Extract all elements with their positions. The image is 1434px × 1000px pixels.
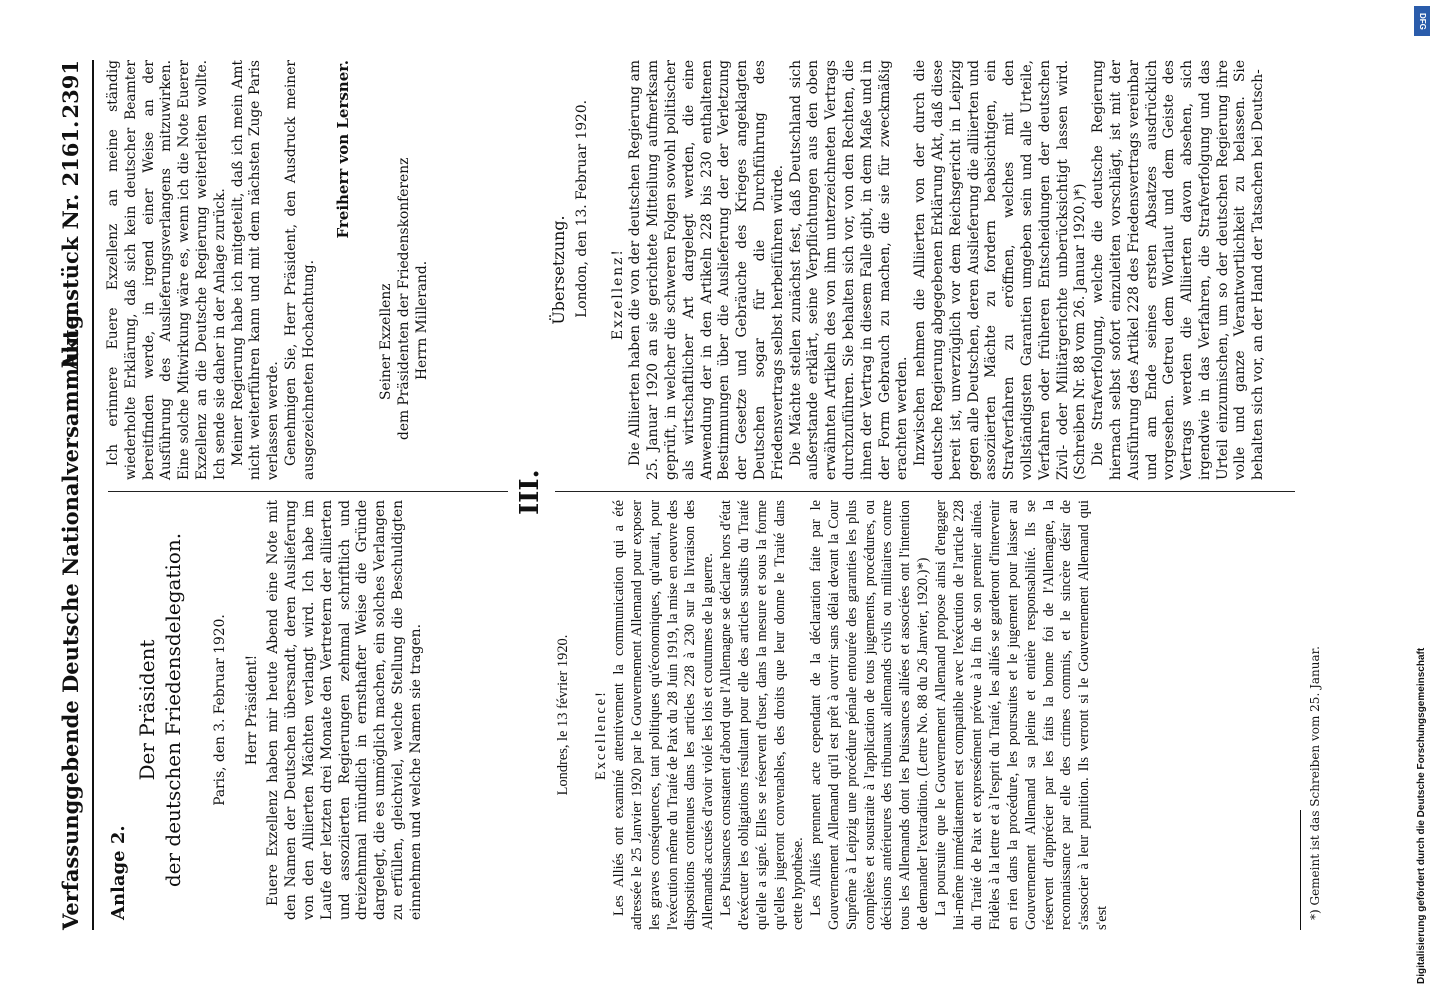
letter-paragraph: Ich erinnere Euere Exzellenz an meine ständig wiederholte Erklärung, daß sich kein deutscher Beamter bereitfinden werde, in irgend einer Weise an der Ausführung des Auslieferungsverlangens mitzuwirken. Eine solche Mitwirkung wäre es, wenn ich die Note Euerer Exzellenz an die Deutsche Regierung weiterleiten wollte. Ich sende sie daher in der Anlage zurück. bbox=[105, 60, 228, 480]
header-document-number: Aktenstück Nr. 2161. bbox=[58, 120, 83, 370]
french-salutation: Excellence! bbox=[592, 690, 609, 780]
column-divider bbox=[555, 491, 1295, 492]
letter-dateline: Paris, den 3. Februar 1920. bbox=[211, 614, 228, 806]
section-numeral: III. bbox=[515, 469, 545, 515]
anlage-label: Anlage 2. bbox=[108, 825, 129, 920]
letter-continuation-column bbox=[105, 60, 432, 480]
translation-paragraph: Die Strafverfolgung, welche die deutsche Regierung hiernach selbst sofort einzuleiten vorschlägt, ist mit der Ausführung des Artikel 228 des Friedensvertrags vereinbar und am Ende seines ersten Absatzes ausdrücklich vorgesehen. Getreu dem Wortlaut und dem Geiste des Vertrags werden die Alliierten davon absehen, sich irgendwie in das Verfahren, die Strafverfolgung und das Urteil einzumischen, um so der deutschen Regierung ihre volle und ganze Verantwortlichkeit zu belassen. Sie behalten sich vor, an der Hand der Tatsachen bei Deutsch- bbox=[1090, 60, 1267, 480]
french-dateline: Londres, le 13 février 1920. bbox=[555, 634, 571, 796]
translation-salutation: Exzellenz! bbox=[609, 248, 626, 340]
translation-paragraph: Die Mächte stellen zunächst fest, daß Deutschland sich außerstande erklärt, seine Verpflichtungen aus den oben erwähnten Artikeln des von ihm unterzeichneten Vertrags durchzuführen. Sie behalten sich vor, von den Rechten, die ihnen der Vertrag in diesem Falle gibt, in dem Maße und in der Form Gebrauch zu machen, die sie für zweckmäßig erachten werden. bbox=[787, 60, 911, 480]
dfg-logo-icon: DFG bbox=[1414, 6, 1430, 36]
french-paragraph: Les Puissances constatent d'abord que l'Allemagne se déclare hors d'état d'exécuter les obligations résultant pour elle des articles susdits du Traité qu'elle a signé. Elles se réservent d'user, dans la mesure et sous la forme qu'elles jugeront convenables, des droits que leur donne le Traité dans cette hypothèse. bbox=[718, 500, 806, 930]
translation-dateline: London, den 13. Februar 1920. bbox=[573, 100, 590, 318]
french-paragraph: La poursuite que le Gouvernement Allemand propose ainsi d'engager lui-même immédiatement est compatible avec l'exécution de l'article 228 du Traité de Paix et expressément prévue à la fin de son premier alinéa. Fidèles à la lettre et à l'esprit du Traité, les alliés se garderont d'intervenir en rien dans la procédure, les poursuites et le jugement pour laisser au Gouvernement Allemand sa pleine et entière responsabilité. Ils se réservent d'apprécier par les faits la bonne foi de l'Allemagne, la reconnaissance par elle des crimes commis, et le sincère désir de s'associer à leur punition. Ils verront si le Gouvernement Allemand qui s'est bbox=[933, 500, 1111, 930]
digitization-credit bbox=[1412, 0, 1434, 1000]
french-letter-column bbox=[555, 500, 1112, 930]
french-paragraph: Les Alliés ont examiné attentivement la communication qui a été adressée le 25 Janvier 1920 par le Gouvernement Allemand pour exposer les graves conséquences, tant politiques qu'économiques, qu'aurait, pour l'exécution même du Traité de Paix du 28 Juin 1919, la mise en oeuvre des dispositions contenues dans les articles 228 à 230 sur la livraison des Allemands accusés d'avoir violé les lois et coutumes de la guerre. bbox=[610, 500, 717, 930]
letter-addressee-line2: dem Präsidenten der Friedenskonferenz bbox=[396, 157, 413, 440]
column-divider bbox=[108, 491, 508, 492]
footnote: *) Gemeint ist das Schreiben vom 25. Januar. bbox=[1308, 646, 1322, 920]
footnote-rule bbox=[1300, 810, 1301, 930]
letter-sender-subtitle: der deutschen Friedensdelegation. bbox=[160, 532, 185, 888]
translation-paragraph: Die Alliierten haben die von der deutschen Regierung am 25. Januar 1920 an sie gerichtete Mitteilung aufmerksam geprüft, in welcher die schweren Folgen sowohl politischer als wirtschaftlicher Art dargelegt werden, die eine Anwendung der in den Artikeln 228 bis 230 enthaltenen Bestimmungen über die Auslieferung der der Verletzung der Gesetze und Gebräuche des Krieges angeklagten Deutschen sogar für die Durchführung des Friedensvertrags selbst herbeiführen würde. bbox=[627, 60, 786, 480]
letter-sender-title: Der Präsident bbox=[134, 639, 159, 781]
letter-addressee-line3: Herrn Millerand. bbox=[413, 260, 430, 380]
french-paragraph: Les Alliés prennent acte cependant de la déclaration faite par le Gouvernement Allemand qu'il est prêt à ouvrir sans délai devant la Cour Suprême à Leipzig une procédure pénale entourée des garanties les plus complètes et soustraite à l'application de tous jugements, procédures, ou décisions antérieures des tribunaux allemands civils ou militaires contre tous les Allemands dont les Puissances alliées et associées ont l'intention de demander l'extradition. (Lettre No. 88 du 26 Janvier, 1920.)*) bbox=[807, 500, 932, 930]
letter-paragraph: Euere Exzellenz haben mir heute Abend eine Note mit den Namen der Deutschen übersandt, deren Auslieferung von den Alliierten Mächten verlangt wird. Ich habe im Laufe der letzten drei Monate den Vertretern der alliierten und assoziierten Regierungen zehnmal schriftlich und dreizehnmal mündlich in ernsthafter Weise die Gründe dargelegt, die es unmöglich machen, ein solches Verlangen zu erfüllen, gleichviel, welche Stellung die Beschuldigten einnehmen und welche Namen sie tragen. bbox=[265, 500, 424, 920]
translation-heading: Übersetzung. bbox=[549, 215, 568, 325]
letter-paragraph: Meiner Regierung habe ich mitgeteilt, daß ich mein Amt nicht weiterführen kann und mit dem nächsten Zuge Paris verlassen werde. bbox=[229, 60, 282, 480]
header-rule bbox=[92, 60, 94, 930]
letter-salutation: Herr Präsident! bbox=[243, 654, 260, 766]
translation-paragraph: Inzwischen nehmen die Alliierten von der durch die deutsche Regierung abgegebenen Erklärung Akt, daß diese bereit ist, unverzüglich vor dem Reichsgericht in Leipzig gegen alle Deutschen, deren Auslieferung die alliierten und assoziierten Mächte zu fordern beabsichtigen, ein Strafverfahren zu eröffnen, welches mit den vollständigsten Garantien umgeben sein und alle Urteile, Verfahren oder früheren Entscheidungen der deutschen Zivil- oder Militärgerichte unberücksichtigt lassen wird. (Schreiben Nr. 88 vom 26. Januar 1920.)*) bbox=[912, 60, 1089, 480]
letter-paragraph: Genehmigen Sie, Herr Präsident, den Ausdruck meiner ausgezeichneten Hochachtung. bbox=[282, 60, 317, 480]
header-page-number: 2391 bbox=[58, 60, 83, 119]
anlage-column bbox=[110, 500, 426, 920]
letter-signature: Freiherr von Lersner. bbox=[333, 60, 352, 239]
credit-text: Digitalisierung gefördert durch die Deutsche Forschungsgemeinschaft bbox=[1416, 647, 1427, 984]
translation-column bbox=[550, 60, 1268, 480]
letter-addressee-line1: Seiner Exzellenz bbox=[378, 283, 395, 400]
header-assembly-title: Verfassunggebende Deutsche Nationalversammlung. bbox=[58, 307, 83, 930]
